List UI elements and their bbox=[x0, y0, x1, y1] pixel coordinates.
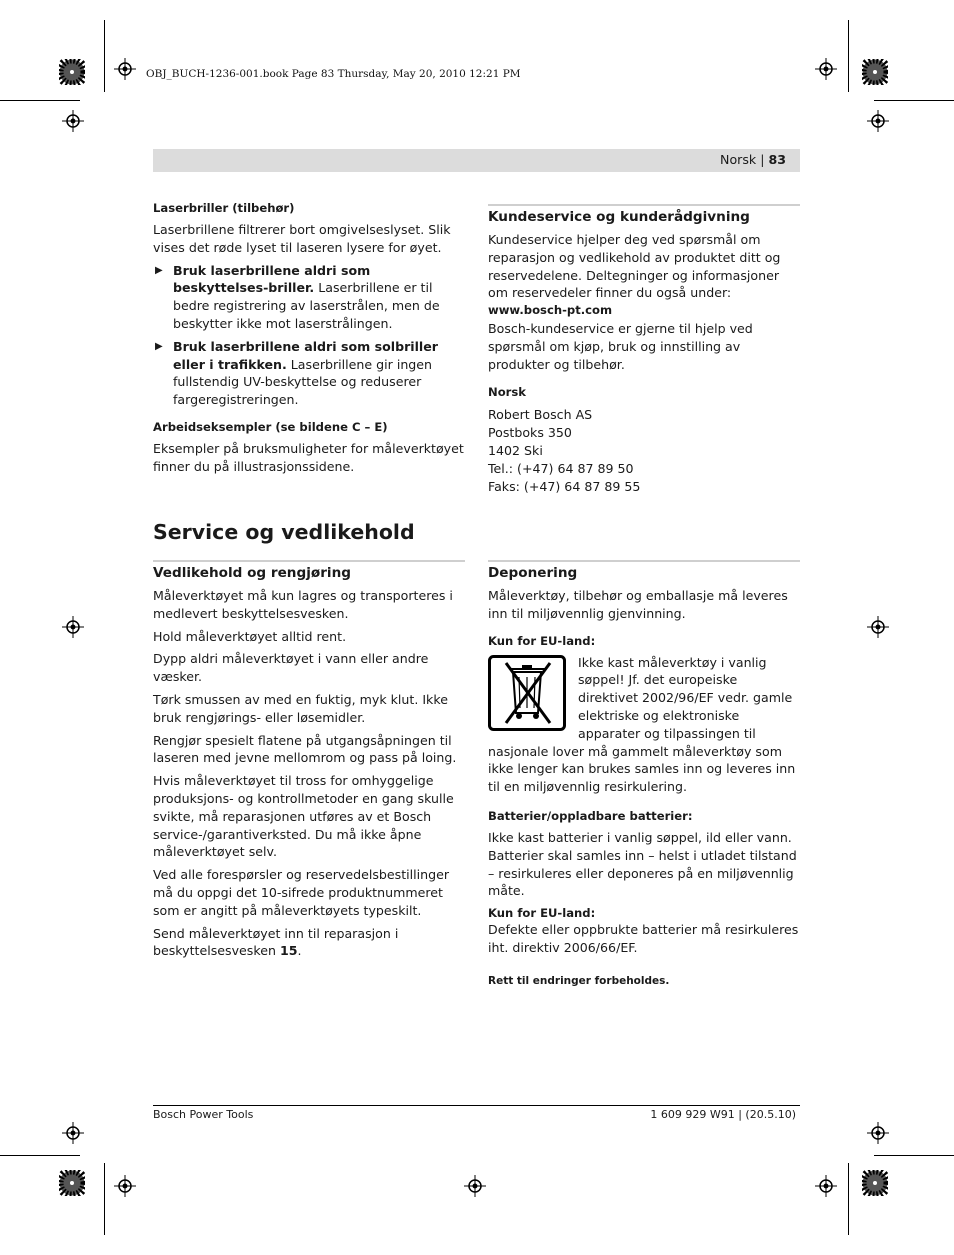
registration-mark-icon bbox=[867, 1122, 889, 1144]
registration-mark-icon bbox=[815, 1175, 837, 1197]
eu-text: Ikke kast måleverktøy i vanlig søppel! Jf. det europeiske direktivet 2002/96/EF vedr. gamle elektriske og elektroniske apparater og tilpassingen til nasjonale lover må gammelt måleverktøy som ikke lenger kan brukes samles inn og leveres inn til en miljøvennlig resirkulering. bbox=[488, 654, 796, 795]
header-language: Norsk bbox=[720, 152, 757, 167]
customer-service-section bbox=[488, 208, 800, 495]
registration-mark-icon bbox=[815, 58, 837, 80]
header-separator: | bbox=[756, 152, 769, 167]
customer-service-text: Kundeservice hjelper deg ved spørsmål om reparasjon og vedlikehold av produktet ditt og reservedelene. Deltegninger og informasjoner om reservedeler finner du også under: bbox=[488, 232, 781, 301]
phone-line: Tel.: (+47) 64 87 89 50 bbox=[488, 460, 634, 476]
eu-text-block bbox=[488, 654, 800, 796]
star-target-icon bbox=[59, 59, 85, 85]
maintenance-paragraph: Dypp aldri måleverktøyet i vann eller andre væsker. bbox=[153, 651, 429, 685]
last-paragraph-end: . bbox=[297, 943, 302, 959]
last-paragraph-text: Send måleverktøyet inn til reparasjon i beskyttelsesvesken bbox=[153, 925, 399, 959]
address-line: Robert Bosch AS bbox=[488, 407, 593, 423]
laser-glasses-bullet-2 bbox=[153, 338, 465, 409]
registration-mark-icon bbox=[867, 616, 889, 638]
registration-mark-icon bbox=[464, 1175, 486, 1197]
crossed-out-wheelie-bin-icon bbox=[488, 655, 566, 731]
bullet-arrow-icon: ▶ bbox=[155, 340, 163, 352]
registration-mark-icon bbox=[62, 110, 84, 132]
laser-glasses-intro: Laserbrillene filtrerer bort omgivelseslyset. Slik vises det røde lyset til laseren lysere for øyet. bbox=[153, 222, 451, 255]
maintenance-heading: Vedlikehold og rengjøring bbox=[153, 565, 351, 581]
maintenance-paragraph: Rengjør spesielt flatene på utgangsåpningen til laseren med jevne mellomrom og pass på loing. bbox=[153, 732, 457, 766]
section-rule bbox=[153, 560, 465, 562]
fax-line: Faks: (+47) 64 87 89 55 bbox=[488, 478, 641, 494]
registration-mark-icon bbox=[114, 1175, 136, 1197]
eu-heading: Kun for EU-land: bbox=[488, 633, 596, 648]
bullet-arrow-icon: ▶ bbox=[155, 264, 163, 276]
registration-mark-icon bbox=[867, 110, 889, 132]
disposal-heading: Deponering bbox=[488, 565, 578, 581]
registration-mark-icon bbox=[62, 1122, 84, 1144]
disposal-section bbox=[488, 564, 800, 987]
maintenance-section bbox=[153, 564, 465, 960]
address-line: Postboks 350 bbox=[488, 425, 572, 441]
battery-heading: Batterier/oppladbare batterier: bbox=[488, 808, 693, 823]
bosch-url: www.bosch-pt.com bbox=[488, 303, 613, 318]
examples-heading: Arbeidseksempler (se bildene C – E) bbox=[153, 419, 388, 434]
section-rule bbox=[488, 204, 800, 206]
file-info: OBJ_BUCH-1236-001.book Page 83 Thursday, May 20, 2010 12:21 PM bbox=[146, 68, 521, 80]
section-title: Service og vedlikehold bbox=[153, 520, 415, 544]
bullet-1-bold: Bruk laserbrillene aldri som beskyttelses-briller. bbox=[173, 262, 371, 296]
star-target-icon bbox=[862, 1170, 888, 1196]
laser-glasses-section bbox=[153, 200, 465, 476]
address-line: 1402 Ski bbox=[488, 442, 543, 458]
maintenance-paragraph: Ved alle forespørsler og reservedelsbestillinger må du oppgi det 10-sifrede produktnummeret som er angitt på måleverktøyets typeskilt. bbox=[153, 867, 450, 918]
maintenance-paragraph: Måleverktøyet må kun lagres og transporteres i medlevert beskyttelsesvesken. bbox=[153, 588, 453, 621]
address-block bbox=[488, 406, 800, 495]
page-number: 83 bbox=[768, 152, 786, 167]
laser-glasses-heading: Laserbriller (tilbehør) bbox=[153, 201, 295, 215]
eu-heading-2: Kun for EU-land: bbox=[488, 906, 596, 921]
star-target-icon bbox=[59, 1170, 85, 1196]
registration-mark-icon bbox=[114, 58, 136, 80]
maintenance-last-paragraph bbox=[153, 925, 465, 961]
battery-text: Ikke kast batterier i vanlig søppel, ild eller vann. Batterier skal samles inn – helst i utladet tilstand – resirkuleres eller deponeres på en miljøvennlig måte. bbox=[488, 829, 797, 899]
disposal-intro: Måleverktøy, tilbehør og emballasje må leveres inn til miljøvennlig gjenvinning. bbox=[488, 588, 788, 621]
footer-brand: Bosch Power Tools bbox=[153, 1108, 254, 1121]
footer-rule bbox=[153, 1105, 800, 1106]
maintenance-paragraph: Hold måleverktøyet alltid rent. bbox=[153, 628, 347, 644]
examples-text: Eksempler på bruksmuligheter for måleverktøyet finner du på illustrasjonssidene. bbox=[153, 440, 464, 474]
maintenance-paragraph: Hvis måleverktøyet til tross for omhyggelige produksjons- og kontrollmetoder en gang skulle svikte, må reparasjonen utføres av et Bosch service-/garantiverksted. Du må ikke åpne måleverktøyet selv. bbox=[153, 773, 454, 860]
item-number: 15 bbox=[279, 943, 298, 959]
bullet-1-text: Laserbrillene er til bedre registrering av laserstrålen, men de beskytter ikke mot laserstrålingen. bbox=[173, 280, 440, 331]
customer-service-heading: Kundeservice og kunderådgivning bbox=[488, 209, 750, 225]
customer-service-text-2: Bosch-kundeservice er gjerne til hjelp ved spørsmål om kjøp, bruk og innstilling av produkter og tilbehør. bbox=[488, 320, 753, 372]
laser-glasses-bullet-1 bbox=[153, 262, 465, 333]
footer-doc-number: 1 609 929 W91 | (20.5.10) bbox=[650, 1108, 796, 1121]
eu-text-2: Defekte eller oppbrukte batterier må resirkuleres iht. direktiv 2006/66/EF. bbox=[488, 922, 799, 955]
rights-notice: Rett til endringer forbeholdes. bbox=[488, 974, 670, 987]
page-header bbox=[153, 149, 800, 172]
bullet-2-text: Laserbrillene gir ingen fullstendig UV-beskyttelse og reduserer fargeregistreringen. bbox=[173, 356, 433, 408]
header-text bbox=[720, 152, 786, 167]
section-rule bbox=[488, 560, 800, 562]
registration-mark-icon bbox=[62, 616, 84, 638]
country-heading: Norsk bbox=[488, 385, 526, 400]
star-target-icon bbox=[862, 59, 888, 85]
maintenance-paragraph: Tørk smussen av med en fuktig, myk klut. Ikke bruk rengjørings- eller løsemidler. bbox=[153, 691, 448, 725]
bullet-2-bold: Bruk laserbrillene aldri som solbriller eller i trafikken. bbox=[173, 338, 438, 372]
